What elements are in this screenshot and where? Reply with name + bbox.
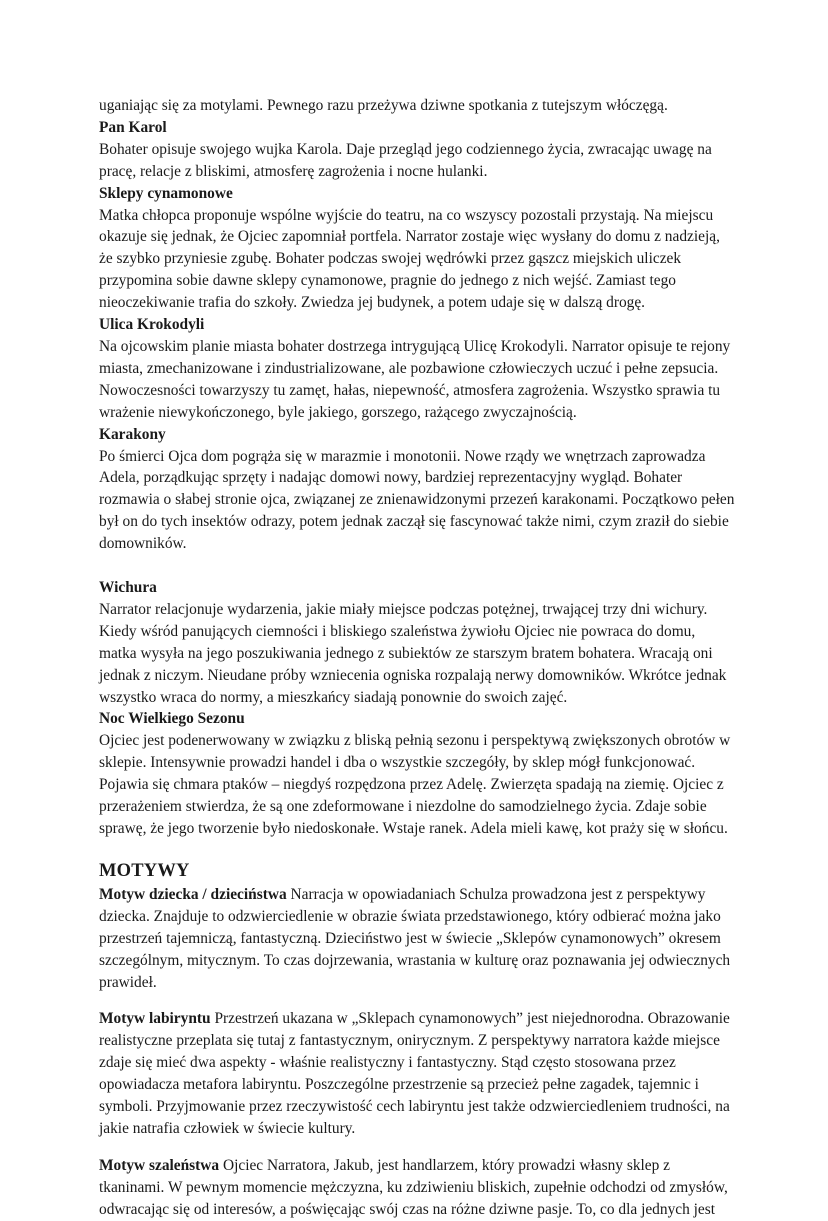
motif-name: Motyw dziecka / dzieciństwa xyxy=(99,885,287,903)
chapter-title: Karakony xyxy=(99,425,166,443)
chapter-summary: Narrator relacjonuje wydarzenia, jakie miały miejsce podczas potężnej, trwającej trzy dni wichury. Kiedy wśród panujących ciemności i bliskiego szaleństwa żywiołu Ojciec nie powraca do domu, matka wysyła na jego poszukiwania jednego z subiektów ze starszym bratem bohatera. Wracają oni jednak z niczym. Nieudane próby wzniecenia ogniska rozpalają nerwy domowników. Wkrótce jednak wszystko wraca do normy, a mieszkańcy siadają ponownie do swoich zajęć. xyxy=(99,600,727,706)
chapter-title: Sklepy cynamonowe xyxy=(99,184,233,202)
chapter-summary: Ojciec jest podenerwowany w związku z bliską pełnią sezonu i perspektywą zwiększonych obrotów w sklepie. Intensywnie prowadzi handel i dba o wszystkie szczegóły, by sklep mógł funkcjonować. Pojawia się chmara ptaków – niegdyś rozpędzona przez Adelę. Zwierzęta spadają na ziemię. Ojciec z przerażeniem stwierdza, że są one zdeformowane i niezdolne do samodzielnego życia. Zdaje sobie sprawę, że jego tworzenie było niedoskonałe. Wstaje ranek. Adela mieli kawę, kot praży się w słońcu. xyxy=(99,732,731,837)
motif-text: Narracja w opowiadaniach Schulza prowadzona jest z perspektywy dziecka. Znajduje to odzwierciedlenie w obrazie świata przedstawionego, który odbierać można jako przestrzeń tajemniczą, fantastyczną. Dzieciństwo jest w świecie „Sklepów cynamonowych” okresem szczególnym, mitycznym. To czas dojrzewania, wrastania w kulturę oraz poznawania jej odwiecznych prawideł. xyxy=(99,885,731,991)
chapter-sklepy-cynamonowe xyxy=(99,183,735,314)
chapter-noc-wielkiego-sezonu xyxy=(99,708,735,839)
chapter-title: Wichura xyxy=(99,579,157,597)
motif-name: Motyw szaleństwa xyxy=(99,1156,220,1174)
document-page xyxy=(99,95,735,1221)
motif-paragraph-childhood xyxy=(99,884,735,994)
chapter-title: Pan Karol xyxy=(99,118,167,136)
chapter-summary: Po śmierci Ojca dom pogrąża się w marazmie i monotonii. Nowe rządy we wnętrzach zaprowadza Adela, porządkując sprzęty i nadając domowi nowy, bardziej reprezentacyjny wygląd. Bohater rozmawia o słabej stronie ojca, związanej ze znienawidzonymi przezeń karakonami. Początkowo pełen był on do tych insektów odrazy, potem jednak zaczął się fascynować także nimi, czym zraził do siebie domowników. xyxy=(99,447,735,553)
chapter-summary: Bohater opisuje swojego wujka Karola. Daje przegląd jego codziennego życia, zwracając uwagę na pracę, relacje z bliskimi, atmosferę zagrożenia i nocne hulanki. xyxy=(99,140,712,180)
chapter-karakony xyxy=(99,424,735,555)
blank-line xyxy=(99,993,735,1008)
motif-name: Motyw labiryntu xyxy=(99,1010,211,1028)
chapter-ulica-krokodyli xyxy=(99,314,735,424)
chapter-title: Ulica Krokodyli xyxy=(99,316,205,334)
chapter-pan-karol xyxy=(99,117,735,183)
chapter-summary: Matka chłopca proponuje wspólne wyjście do teatru, na co wszyscy pozostali przystają. Na miejscu okazuje się jednak, że Ojciec zapomniał portfela. Narrator zostaje więc wysłany do domu z nadzieją, że szybko przyniesie zgubę. Bohater podczas swojej wędrówki przez gąszcz miejskich uliczek przypomina sobie dawne sklepy cynamonowe, pragnie do jednego z nich wejść. Zamiast tego nieoczekiwanie trafia do szkoły. Zwiedza jej budynek, a potem udaje się w dalszą drogę. xyxy=(99,206,720,312)
motif-paragraph-labyrinth xyxy=(99,1008,735,1139)
chapter-summary: Na ojcowskim planie miasta bohater dostrzega intrygującą Ulicę Krokodyli. Narrator opisuje te rejony miasta, zmechanizowane i zindustrializowane, ale pozbawione człowieczych uczuć i pełne zepsucia. Nowoczesności towarzyszy tu zamęt, hałas, niepewność, atmosfera zagrożenia. Wszystko sprawia tu wrażenie niewykończonego, byle jakiego, gorszego, rażącego zwyczajnością. xyxy=(99,337,731,421)
blank-line xyxy=(99,555,735,577)
intro-paragraph: uganiając się za motylami. Pewnego razu przeżywa dziwne spotkania z tutejszym włóczęgą. xyxy=(99,97,668,114)
motifs-section-title: MOTYWY xyxy=(99,860,190,881)
blank-line xyxy=(99,1140,735,1155)
motif-text: Przestrzeń ukazana w „Sklepach cynamonowych” jest niejednorodna. Obrazowanie realistyczne przeplata się tutaj z fantastycznym, onirycznym. Z perspektywy narratora każde miejsce zdaje się mieć dwa aspekty - właśnie realistyczny i fantastyczny. Stąd często stosowana przez opowiadacza metafora labiryntu. Poszczególne przestrzenie są przecież pełne zagadek, tajemnic i symboli. Przyjmowanie przez rzeczywistość cech labiryntu jest także odzwierciedleniem trudności, na jakie natrafia człowiek w świecie kultury. xyxy=(99,1010,730,1137)
motif-text: Ojciec Narratora, Jakub, jest handlarzem, który prowadzi własny sklep z tkaninami. W pewnym momencie mężczyzna, ku zdziwieniu bliskich, zupełnie odchodzi od zmysłów, odwracając się od interesów, a poświęcając swój czas na różne dziwne pasje. To, co dla jednych jest xyxy=(99,1156,728,1218)
chapter-wichura xyxy=(99,577,735,708)
chapter-title: Noc Wielkiego Sezonu xyxy=(99,710,245,728)
motif-paragraph-madness xyxy=(99,1155,735,1221)
